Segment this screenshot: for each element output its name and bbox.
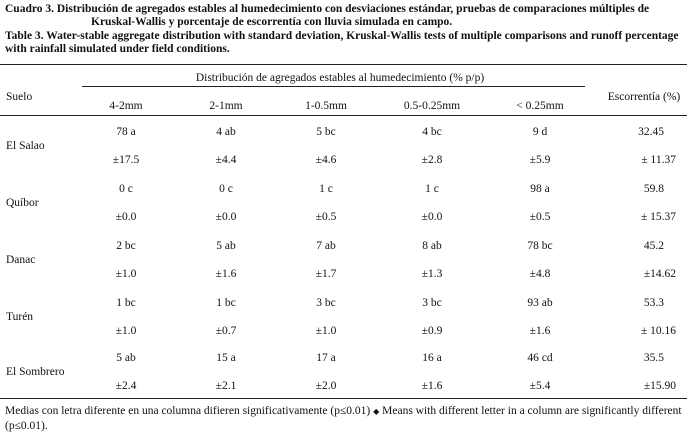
sd-value: ±1.6: [421, 380, 443, 392]
sd-value: ±2.0: [315, 380, 337, 392]
footnote-es: Medias con letra diferente en una columna difieren significativamente (p≤0.01): [5, 405, 371, 417]
header-escorrentia: Escorrentía (%): [607, 91, 681, 103]
mean-value: 1 c: [425, 183, 439, 195]
footnote-separator: ◆: [373, 407, 380, 416]
caption-text-line1: Water-stable aggregate distribution with standard deviation, Kruskal-Wallis tests of multiple comparisons and runoff percentage: [46, 30, 679, 42]
mean-value: 1 bc: [216, 297, 236, 309]
sd-value: ±1.3: [421, 268, 443, 280]
mean-value: 9 d: [532, 126, 548, 138]
sd-value: ±4.4: [215, 154, 237, 166]
column-header: 0.5-0.25mm: [403, 100, 461, 112]
mean-value: 78 bc: [527, 240, 553, 252]
sd-value: ±2.8: [421, 154, 443, 166]
caption-label: Table 3.: [5, 30, 44, 42]
mean-value: 4 bc: [422, 126, 442, 138]
sd-value: ±0.0: [215, 211, 237, 223]
mean-value: 93 ab: [527, 297, 553, 309]
table-top-rule: [0, 64, 687, 65]
mean-value: 3 bc: [422, 297, 442, 309]
caption-text-line1: Distribución de agregados estables al humedecimiento con desviaciones estándar, pruebas de comparaciones múltiples de: [56, 3, 650, 15]
runoff-value: 35.5: [643, 352, 664, 364]
runoff-sd-value: ±15.90: [643, 380, 676, 392]
mean-value: 0 c: [219, 183, 233, 195]
runoff-value: 32.45: [638, 126, 664, 138]
caption-english: [5, 30, 685, 56]
runoff-value: 45.2: [643, 240, 664, 252]
mean-value: 0 c: [119, 183, 133, 195]
sd-value: ±5.9: [529, 154, 551, 166]
column-header: 4-2mm: [109, 100, 143, 112]
sd-value: ±1.6: [215, 268, 237, 280]
mean-value: 4 ab: [216, 126, 236, 138]
mean-value: 15 a: [216, 352, 236, 364]
soil-name: El Sombrero: [6, 366, 65, 378]
sd-value: ±1.7: [315, 268, 337, 280]
soil-name: Danac: [6, 254, 36, 266]
sd-value: ±0.0: [115, 211, 137, 223]
header-suelo: Suelo: [6, 91, 33, 103]
header-group: Distribución de agregados estables al humedecimiento (% p/p): [195, 72, 485, 84]
column-header: 1-0.5mm: [305, 100, 347, 112]
sd-value: ±0.5: [529, 211, 551, 223]
soil-name: Turén: [6, 311, 34, 323]
runoff-value: 53.3: [643, 297, 664, 309]
runoff-value: 59.8: [643, 183, 664, 195]
mean-value: 7 ab: [316, 240, 336, 252]
mean-value: 1 c: [319, 183, 333, 195]
column-header: 2-1mm: [209, 100, 243, 112]
sd-value: ±0.0: [421, 211, 443, 223]
sd-value: ±1.6: [529, 325, 551, 337]
header-bottom-rule: [0, 115, 687, 116]
mean-value: 98 a: [530, 183, 550, 195]
sd-value: ±4.8: [529, 268, 551, 280]
mean-value: 3 bc: [316, 297, 336, 309]
mean-value: 16 a: [422, 352, 442, 364]
soil-name: Quíbor: [6, 197, 39, 209]
sd-value: ±2.4: [115, 380, 137, 392]
mean-value: 5 bc: [316, 126, 336, 138]
sd-value: ±0.5: [315, 211, 337, 223]
caption-spanish: [5, 3, 685, 29]
caption-text-line2: with rainfall simulated under field conditions.: [5, 43, 230, 55]
sd-value: ±1.0: [315, 325, 337, 337]
mean-value: 1 bc: [116, 297, 136, 309]
mean-value: 78 a: [116, 126, 136, 138]
column-header: < 0.25mm: [516, 100, 564, 112]
runoff-sd-value: ± 11.37: [641, 154, 676, 166]
mean-value: 46 cd: [527, 352, 553, 364]
sd-value: ±5.4: [529, 380, 551, 392]
mean-value: 2 bc: [116, 240, 136, 252]
table-bottom-rule: [0, 398, 687, 399]
sd-value: ±2.1: [215, 380, 237, 392]
mean-value: 8 ab: [422, 240, 442, 252]
footnote-en: Means with different letter in a column are significantly different (p≤0.01).: [5, 405, 682, 432]
runoff-sd-value: ± 10.16: [640, 325, 676, 337]
sd-value: ±4.6: [315, 154, 337, 166]
runoff-sd-value: ± 15.37: [640, 211, 676, 223]
runoff-sd-value: ±14.62: [643, 268, 676, 280]
caption-label: Cuadro 3.: [5, 3, 54, 15]
sd-value: ±0.7: [215, 325, 237, 337]
mean-value: 5 ab: [216, 240, 236, 252]
sd-value: ±1.0: [115, 325, 137, 337]
caption-text-line2: Kruskal-Wallis y porcentaje de escorrentía con lluvia simulada en campo.: [91, 16, 453, 28]
sd-value: ±1.0: [115, 268, 137, 280]
sd-value: ±17.5: [112, 154, 140, 166]
sd-value: ±0.9: [421, 325, 443, 337]
mean-value: 17 a: [316, 352, 336, 364]
soil-name: El Salao: [6, 140, 45, 152]
footnote: [5, 404, 683, 433]
mean-value: 5 ab: [116, 352, 136, 364]
header-group-rule: [82, 86, 585, 87]
